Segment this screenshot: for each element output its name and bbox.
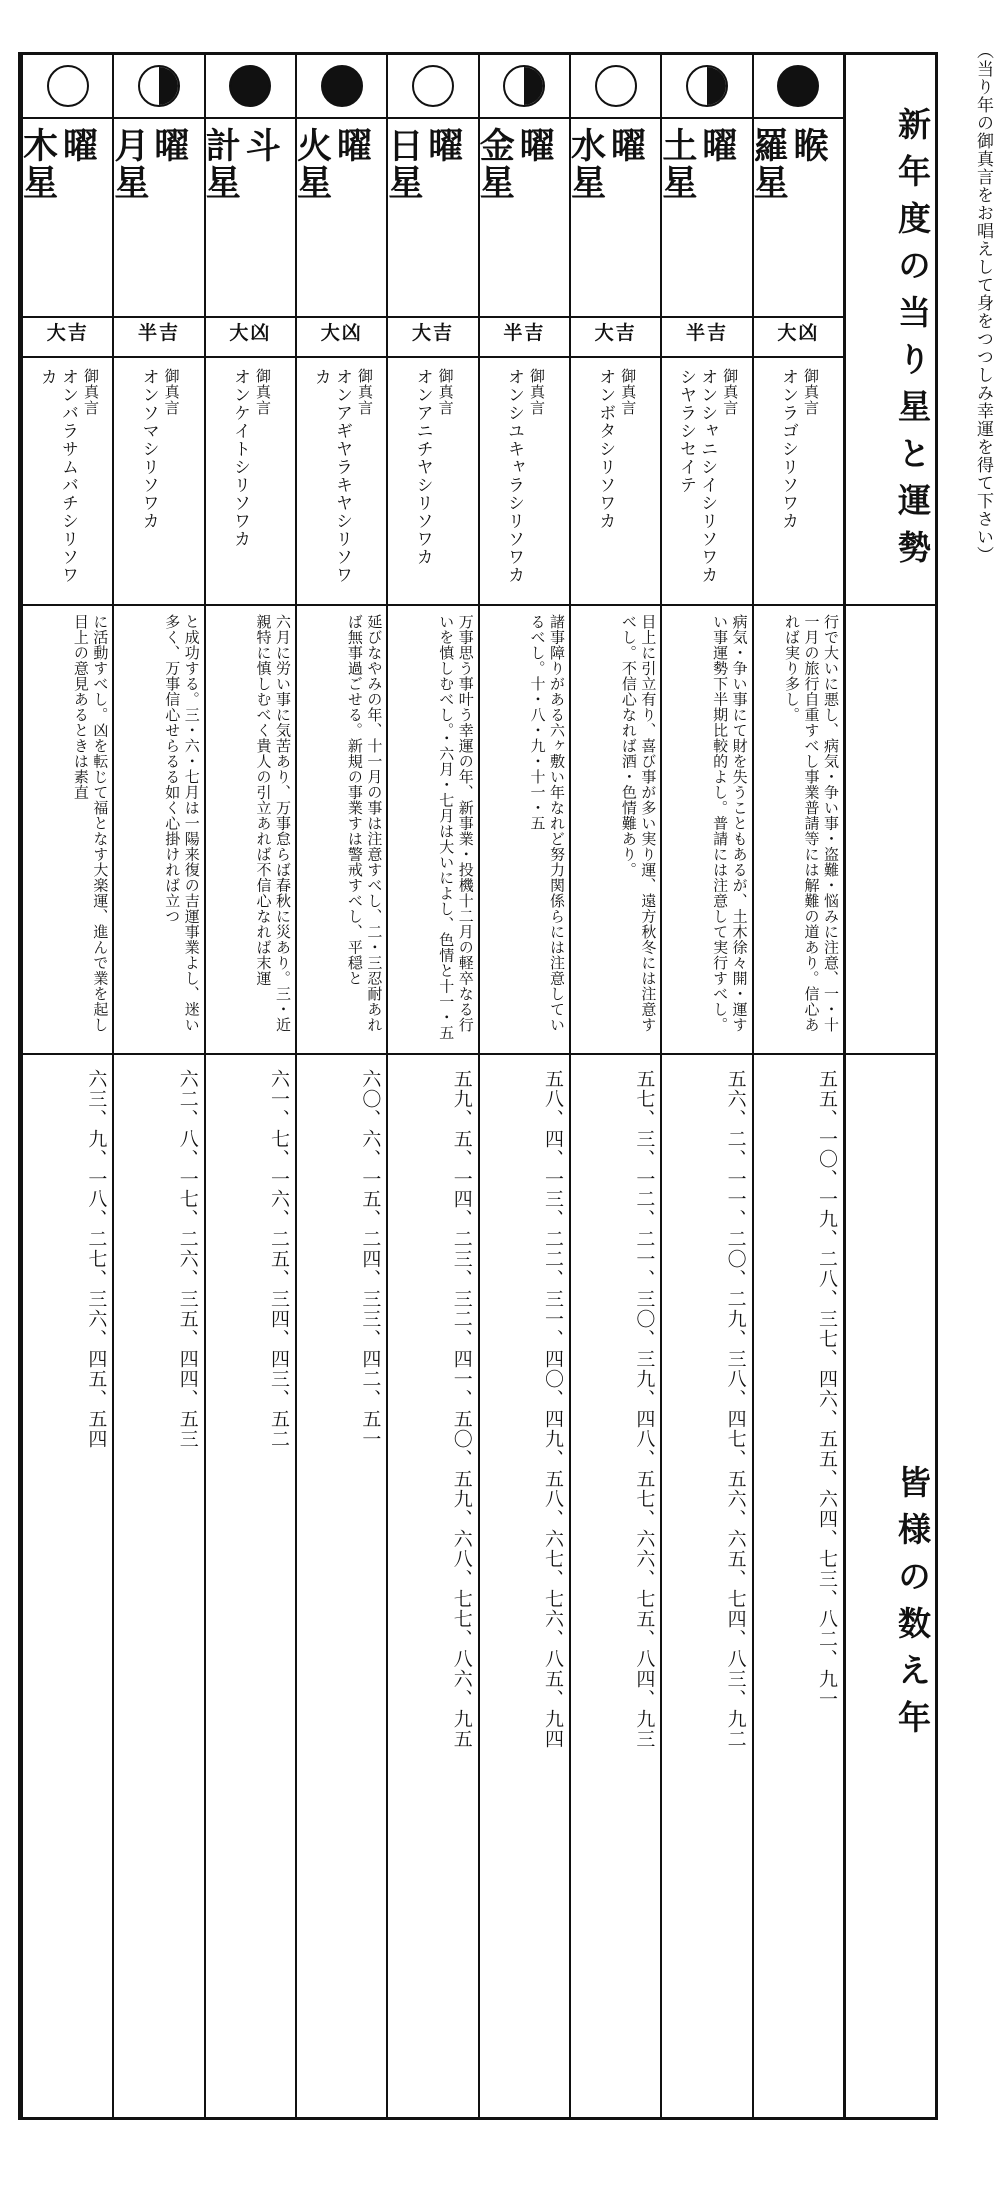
years-text: 五六、二、一一、二〇、二九、三八、四七、五六、六五、七四、八三、九二 [724, 1069, 746, 1750]
fortune-cell-0 [754, 316, 843, 356]
name-cell-1 [662, 117, 751, 317]
fortune-cell-3 [480, 316, 569, 356]
star-column-2 [569, 55, 660, 2117]
fortune-cell-2 [571, 316, 660, 356]
moon-full-icon [229, 65, 271, 107]
fortune-cell-8 [23, 316, 112, 356]
years-text: 五七、三、一二、二一、三〇、三九、四八、五七、六六、七五、八四、九三 [633, 1069, 655, 1750]
description-text: 行で大いに悪し、病気・争い事・盗難・悩みに注意、一・十一月の旅行自重すべし事業普請等には解難の道あり。信心あれば実り多し。 [783, 613, 838, 1033]
mantra-text: オンケイトシリソワカ [230, 368, 250, 549]
years-cell-6 [206, 1053, 295, 2117]
star-name: 金曜星 [479, 126, 560, 203]
moon-empty-icon [412, 65, 454, 107]
description-text: 六月に労い事に気苦あり、万事怠らば春秋に災あり。三・近親特に慎しむべく貴人の引立あれば不信心なれば末運 [254, 613, 291, 1033]
moon-empty-icon [47, 65, 89, 107]
mantra-cell-1 [662, 356, 751, 604]
years-text: 五五、一〇、一九、二八、三七、四六、五五、六四、七三、八二、九一 [816, 1069, 837, 1710]
fortune-rating: 半吉 [686, 323, 729, 345]
description-cell-1 [662, 604, 751, 1053]
page-title: 新年度の当り星と運勢 [893, 107, 929, 578]
description-text: 諸事障りがある六ヶ敷い年なれど努力関係らには注意しているべし。十・八・九・十一・五 [528, 613, 565, 1033]
fortune-rating: 半吉 [138, 323, 181, 345]
mantra-label: 御真言 [801, 368, 818, 417]
moon-full-icon [321, 65, 363, 107]
mantra-label: 御真言 [162, 368, 179, 417]
mantra-cell-7 [114, 356, 203, 604]
description-cell-7 [114, 604, 203, 1053]
star-name: 羅睺星 [753, 126, 834, 203]
years-cell-1 [662, 1053, 751, 2117]
years-text: 五九、五、一四、二三、三二、四一、五〇、五九、六八、七七、八六、九五 [450, 1069, 472, 1750]
fortune-rating: 大吉 [412, 323, 455, 345]
fortune-rating: 大凶 [229, 323, 272, 345]
mantra-cell-5 [297, 356, 386, 604]
fortune-rating: 半吉 [503, 323, 546, 345]
name-cell-7 [114, 117, 203, 317]
description-cell-5 [297, 604, 386, 1053]
moon-half-icon [686, 65, 728, 107]
mantra-cell-8 [23, 356, 112, 604]
years-cell-4 [388, 1053, 477, 2117]
star-column-1 [660, 55, 751, 2117]
description-cell-3 [480, 604, 569, 1053]
years-cell-3 [480, 1053, 569, 2117]
table-title-cell [846, 55, 935, 604]
years-text: 六三、九、一八、二七、三六、四五、五四 [85, 1069, 107, 1450]
moon-full-icon [777, 65, 819, 107]
mantra-label: 御真言 [527, 368, 544, 417]
label-spacer [846, 604, 935, 1053]
mantra-text: オンアギヤラキヤシリソワカ [311, 368, 352, 585]
years-cell-5 [297, 1053, 386, 2117]
mantra-text: オンシャニシイシリソワカシヤラシセイテ [677, 368, 718, 585]
mantra-text: オンアニチヤシリソワカ [413, 368, 433, 567]
mantra-label: 御真言 [81, 368, 98, 417]
moon-half-icon [138, 65, 180, 107]
mantra-text: オンラゴシリソワカ [778, 368, 798, 531]
name-cell-5 [297, 117, 386, 317]
description-text: 延びなやみの年、十一月の事は注意すべし、二・三忍耐あれば無事過ごせる。新規の事業すは警戒すべし、平穏と [345, 613, 382, 1033]
years-text: 六一、七、一六、二五、三四、四三、五二 [268, 1069, 290, 1450]
mantra-cell-4 [388, 356, 477, 604]
description-text: 病気・争い事にて財を失うこともあるが、土木徐々開・運すい事運勢下半期比較的よし。普請には注意して実行すべし。 [711, 613, 747, 1033]
star-name: 土曜星 [662, 126, 743, 203]
fortune-rating: 大凶 [320, 323, 363, 345]
star-name: 木曜星 [23, 126, 104, 203]
mantra-label: 御真言 [436, 368, 453, 417]
symbol-cell-1 [662, 55, 751, 117]
star-column-3 [478, 55, 569, 2117]
description-text: と成功する。三・六・七月は一陽来復の吉運事業よし、迷い多く、万事信心せらるる如く心掛ければ立つ [163, 613, 199, 1033]
description-cell-4 [388, 604, 477, 1053]
name-cell-0 [754, 117, 843, 317]
star-name: 計斗星 [205, 126, 286, 203]
years-cell-2 [571, 1053, 660, 2117]
years-cell-0 [754, 1053, 843, 2117]
description-text: に活動すべし。凶を転じて福となす大楽運、進んで業を起し目上の意見あるときは素直 [71, 613, 108, 1033]
fortune-cell-1 [662, 316, 751, 356]
star-name: 水曜星 [571, 126, 652, 203]
mantra-cell-0 [754, 356, 843, 604]
symbol-cell-3 [480, 55, 569, 117]
mantra-label: 御真言 [253, 368, 270, 417]
star-column-8 [21, 55, 112, 2117]
mantra-text: オンボタシリソワカ [596, 368, 616, 531]
years-text: 六二、八、一七、二六、三五、四四、五三 [176, 1069, 198, 1450]
star-column-6 [204, 55, 295, 2117]
years-header-cell [846, 1053, 935, 2117]
moon-half-icon [503, 65, 545, 107]
symbol-cell-2 [571, 55, 660, 117]
description-cell-0 [754, 604, 843, 1053]
mantra-text: オンシユキャラシリソワカ [504, 368, 524, 585]
symbol-cell-7 [114, 55, 203, 117]
fortune-rating: 大吉 [594, 323, 637, 345]
description-text: 万事思う事叶う幸運の年、新事業・投機十二月の軽卒なる行いを慎しむべし。・六月・七月は大いによし、色情と十一・五 [437, 613, 473, 1041]
description-cell-6 [206, 604, 295, 1053]
symbol-cell-8 [23, 55, 112, 117]
star-name: 火曜星 [297, 126, 378, 203]
star-column-4 [386, 55, 477, 2117]
star-column-5 [295, 55, 386, 2117]
years-text: 六〇、六、一五、二四、三三、四二、五一 [359, 1069, 381, 1450]
star-column-0 [752, 55, 843, 2117]
symbol-cell-0 [754, 55, 843, 117]
side-note: （当り年の御真言をお唱えして身をつつしみ幸運を得て下さい） [974, 42, 993, 564]
fortune-cell-4 [388, 316, 477, 356]
fortune-table [18, 52, 938, 2120]
table-label-column [843, 55, 935, 2117]
fortune-rating: 大凶 [777, 323, 820, 345]
description-cell-8 [23, 604, 112, 1053]
fortune-cell-7 [114, 316, 203, 356]
mantra-text: オンバラサムバチシリソワカ [37, 368, 78, 585]
name-cell-3 [480, 117, 569, 317]
mantra-label: 御真言 [721, 368, 738, 417]
mantra-cell-6 [206, 356, 295, 604]
fortune-cell-5 [297, 316, 386, 356]
star-column-7 [112, 55, 203, 2117]
mantra-label: 御真言 [619, 368, 636, 417]
description-cell-2 [571, 604, 660, 1053]
fortune-rating: 大吉 [46, 323, 89, 345]
star-name: 日曜星 [388, 126, 469, 203]
moon-empty-icon [595, 65, 637, 107]
mantra-cell-3 [480, 356, 569, 604]
mantra-cell-2 [571, 356, 660, 604]
name-cell-4 [388, 117, 477, 317]
years-text: 五八、四、一三、二二、三一、四〇、四九、五八、六七、七六、八五、九四 [542, 1069, 564, 1750]
symbol-cell-4 [388, 55, 477, 117]
mantra-text: オンソマシリソワカ [139, 368, 159, 531]
years-header: 皆様の数え年 [893, 1465, 929, 1748]
star-name: 月曜星 [114, 126, 195, 203]
symbol-cell-6 [206, 55, 295, 117]
fortune-cell-6 [206, 316, 295, 356]
name-cell-6 [206, 117, 295, 317]
name-cell-8 [23, 117, 112, 317]
name-cell-2 [571, 117, 660, 317]
symbol-cell-5 [297, 55, 386, 117]
description-text: 目上に引立有り、喜び事が多い実り運、遠方秋冬には注意すべし。不信心なれば酒・色情難あり。 [619, 613, 656, 1033]
years-cell-8 [23, 1053, 112, 2117]
years-cell-7 [114, 1053, 203, 2117]
mantra-label: 御真言 [355, 368, 372, 417]
